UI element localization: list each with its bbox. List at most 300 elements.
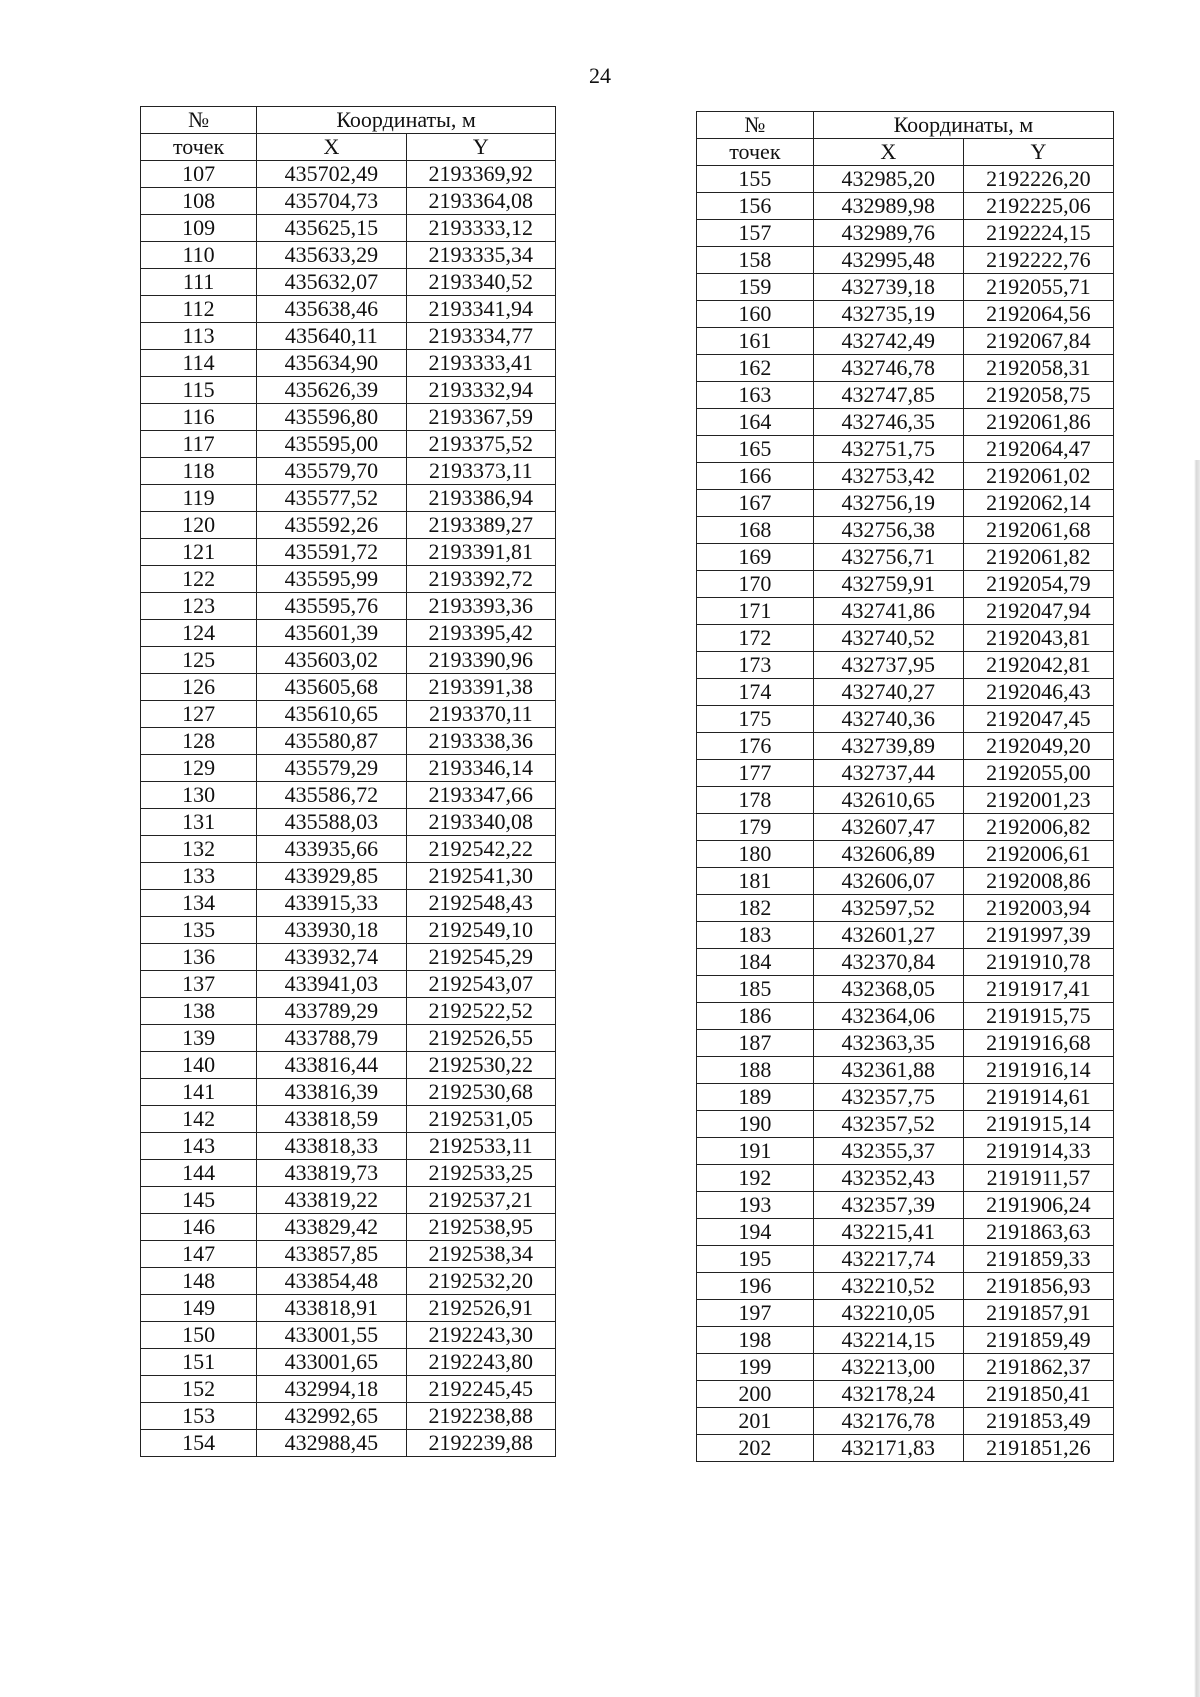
x-coordinate-cell: 433929,85	[257, 863, 406, 890]
x-coordinate-cell: 432176,78	[813, 1408, 963, 1435]
y-coordinate-cell: 2191859,33	[963, 1246, 1113, 1273]
x-coordinate-cell: 433789,29	[257, 998, 406, 1025]
y-coordinate-cell: 2191916,68	[963, 1030, 1113, 1057]
x-coordinate-cell: 432213,00	[813, 1354, 963, 1381]
y-coordinate-cell: 2193332,94	[406, 377, 555, 404]
table-row	[141, 1349, 556, 1376]
point-number-cell: 172	[697, 625, 814, 652]
x-coordinate-cell: 435625,15	[257, 215, 406, 242]
y-coordinate-cell: 2191914,33	[963, 1138, 1113, 1165]
point-number-cell: 201	[697, 1408, 814, 1435]
point-number-cell: 142	[141, 1106, 257, 1133]
y-coordinate-cell: 2192243,30	[406, 1322, 555, 1349]
header-coordinates: Координаты, м	[257, 107, 556, 134]
table-row	[697, 1192, 1114, 1219]
x-coordinate-cell: 432210,05	[813, 1300, 963, 1327]
table-row	[141, 998, 556, 1025]
y-coordinate-cell: 2192222,76	[963, 247, 1113, 274]
table-row	[141, 431, 556, 458]
x-coordinate-cell: 435603,02	[257, 647, 406, 674]
x-coordinate-cell: 433001,55	[257, 1322, 406, 1349]
y-coordinate-cell: 2192537,21	[406, 1187, 555, 1214]
x-coordinate-cell: 432357,75	[813, 1084, 963, 1111]
table-row	[697, 787, 1114, 814]
point-number-cell: 151	[141, 1349, 257, 1376]
table-row	[141, 1214, 556, 1241]
y-coordinate-cell: 2192058,75	[963, 382, 1113, 409]
point-number-cell: 129	[141, 755, 257, 782]
y-coordinate-cell: 2193340,08	[406, 809, 555, 836]
x-coordinate-cell: 432364,06	[813, 1003, 963, 1030]
header-x: X	[257, 134, 406, 161]
y-coordinate-cell: 2192226,20	[963, 166, 1113, 193]
x-coordinate-cell: 432746,35	[813, 409, 963, 436]
x-coordinate-cell: 432746,78	[813, 355, 963, 382]
table-row	[697, 922, 1114, 949]
y-coordinate-cell: 2191915,75	[963, 1003, 1113, 1030]
table-row	[141, 1376, 556, 1403]
y-coordinate-cell: 2193391,81	[406, 539, 555, 566]
table-row	[141, 404, 556, 431]
x-coordinate-cell: 432756,71	[813, 544, 963, 571]
point-number-cell: 145	[141, 1187, 257, 1214]
point-number-cell: 157	[697, 220, 814, 247]
y-coordinate-cell: 2192526,91	[406, 1295, 555, 1322]
point-number-cell: 187	[697, 1030, 814, 1057]
y-coordinate-cell: 2193395,42	[406, 620, 555, 647]
point-number-cell: 184	[697, 949, 814, 976]
table-row	[141, 566, 556, 593]
table-row	[697, 544, 1114, 571]
table-row	[697, 1381, 1114, 1408]
y-coordinate-cell: 2192046,43	[963, 679, 1113, 706]
x-coordinate-cell: 432759,91	[813, 571, 963, 598]
point-number-cell: 155	[697, 166, 814, 193]
header-x: X	[813, 139, 963, 166]
point-number-cell: 169	[697, 544, 814, 571]
x-coordinate-cell: 432606,07	[813, 868, 963, 895]
y-coordinate-cell: 2193389,27	[406, 512, 555, 539]
y-coordinate-cell: 2192042,81	[963, 652, 1113, 679]
y-coordinate-cell: 2193393,36	[406, 593, 555, 620]
table-row	[697, 1219, 1114, 1246]
point-number-cell: 119	[141, 485, 257, 512]
x-coordinate-cell: 432740,27	[813, 679, 963, 706]
y-coordinate-cell: 2193347,66	[406, 782, 555, 809]
table-row	[141, 1079, 556, 1106]
table-row	[697, 598, 1114, 625]
x-coordinate-cell: 433915,33	[257, 890, 406, 917]
y-coordinate-cell: 2192531,05	[406, 1106, 555, 1133]
y-coordinate-cell: 2191851,26	[963, 1435, 1113, 1462]
x-coordinate-cell: 435634,90	[257, 350, 406, 377]
x-coordinate-cell: 432357,52	[813, 1111, 963, 1138]
table-row	[141, 1133, 556, 1160]
table-row	[141, 620, 556, 647]
y-coordinate-cell: 2192064,47	[963, 436, 1113, 463]
x-coordinate-cell: 435592,26	[257, 512, 406, 539]
x-coordinate-cell: 432610,65	[813, 787, 963, 814]
y-coordinate-cell: 2192532,20	[406, 1268, 555, 1295]
point-number-cell: 115	[141, 377, 257, 404]
x-coordinate-cell: 432739,89	[813, 733, 963, 760]
point-number-cell: 162	[697, 355, 814, 382]
scan-edge-shadow	[1194, 460, 1200, 1697]
point-number-cell: 133	[141, 863, 257, 890]
point-number-cell: 137	[141, 971, 257, 998]
point-number-cell: 136	[141, 944, 257, 971]
table-row	[141, 1160, 556, 1187]
y-coordinate-cell: 2192064,56	[963, 301, 1113, 328]
point-number-cell: 110	[141, 242, 257, 269]
table-row	[697, 490, 1114, 517]
x-coordinate-cell: 433854,48	[257, 1268, 406, 1295]
point-number-cell: 166	[697, 463, 814, 490]
point-number-cell: 147	[141, 1241, 257, 1268]
table-row	[141, 890, 556, 917]
table-row	[697, 1165, 1114, 1192]
y-coordinate-cell: 2192062,14	[963, 490, 1113, 517]
y-coordinate-cell: 2193335,34	[406, 242, 555, 269]
point-number-cell: 182	[697, 895, 814, 922]
x-coordinate-cell: 432355,37	[813, 1138, 963, 1165]
point-number-cell: 164	[697, 409, 814, 436]
point-number-cell: 193	[697, 1192, 814, 1219]
table-row	[697, 1003, 1114, 1030]
y-coordinate-cell: 2192530,68	[406, 1079, 555, 1106]
table-row	[697, 247, 1114, 274]
point-number-cell: 131	[141, 809, 257, 836]
point-number-cell: 159	[697, 274, 814, 301]
x-coordinate-cell: 433818,33	[257, 1133, 406, 1160]
table-row	[697, 1354, 1114, 1381]
point-number-cell: 107	[141, 161, 257, 188]
table-row	[141, 1268, 556, 1295]
table-row	[141, 647, 556, 674]
y-coordinate-cell: 2191997,39	[963, 922, 1113, 949]
point-number-cell: 117	[141, 431, 257, 458]
y-coordinate-cell: 2193392,72	[406, 566, 555, 593]
point-number-cell: 143	[141, 1133, 257, 1160]
point-number-cell: 153	[141, 1403, 257, 1430]
point-number-cell: 141	[141, 1079, 257, 1106]
x-coordinate-cell: 432171,83	[813, 1435, 963, 1462]
x-coordinate-cell: 432747,85	[813, 382, 963, 409]
table-row	[697, 1057, 1114, 1084]
x-coordinate-cell: 435577,52	[257, 485, 406, 512]
x-coordinate-cell: 432607,47	[813, 814, 963, 841]
point-number-cell: 188	[697, 1057, 814, 1084]
table-row	[697, 517, 1114, 544]
point-number-cell: 198	[697, 1327, 814, 1354]
y-coordinate-cell: 2191917,41	[963, 976, 1113, 1003]
point-number-cell: 170	[697, 571, 814, 598]
y-coordinate-cell: 2192054,79	[963, 571, 1113, 598]
x-coordinate-cell: 433935,66	[257, 836, 406, 863]
point-number-cell: 202	[697, 1435, 814, 1462]
point-number-cell: 167	[697, 490, 814, 517]
table-row	[697, 1435, 1114, 1462]
y-coordinate-cell: 2192239,88	[406, 1430, 555, 1457]
x-coordinate-cell: 432597,52	[813, 895, 963, 922]
y-coordinate-cell: 2192548,43	[406, 890, 555, 917]
x-coordinate-cell: 435605,68	[257, 674, 406, 701]
y-coordinate-cell: 2193370,11	[406, 701, 555, 728]
y-coordinate-cell: 2193338,36	[406, 728, 555, 755]
table-row	[141, 1403, 556, 1430]
x-coordinate-cell: 432368,05	[813, 976, 963, 1003]
y-coordinate-cell: 2193340,52	[406, 269, 555, 296]
table-row	[141, 917, 556, 944]
y-coordinate-cell: 2193375,52	[406, 431, 555, 458]
table-row	[697, 355, 1114, 382]
point-number-cell: 116	[141, 404, 257, 431]
point-number-cell: 125	[141, 647, 257, 674]
table-row	[141, 215, 556, 242]
point-number-cell: 168	[697, 517, 814, 544]
table-row	[141, 809, 556, 836]
table-row	[141, 1430, 556, 1457]
coordinates-table-right	[696, 111, 1114, 1462]
y-coordinate-cell: 2191911,57	[963, 1165, 1113, 1192]
y-coordinate-cell: 2191859,49	[963, 1327, 1113, 1354]
x-coordinate-cell: 432361,88	[813, 1057, 963, 1084]
table-row	[141, 296, 556, 323]
point-number-cell: 176	[697, 733, 814, 760]
table-row	[141, 458, 556, 485]
x-coordinate-cell: 435626,39	[257, 377, 406, 404]
x-coordinate-cell: 435595,76	[257, 593, 406, 620]
y-coordinate-cell: 2191863,63	[963, 1219, 1113, 1246]
y-coordinate-cell: 2192245,45	[406, 1376, 555, 1403]
x-coordinate-cell: 433829,42	[257, 1214, 406, 1241]
point-number-cell: 152	[141, 1376, 257, 1403]
x-coordinate-cell: 432737,95	[813, 652, 963, 679]
x-coordinate-cell: 433816,44	[257, 1052, 406, 1079]
y-coordinate-cell: 2191916,14	[963, 1057, 1113, 1084]
table-row	[697, 1408, 1114, 1435]
table-row	[697, 571, 1114, 598]
table-row	[697, 976, 1114, 1003]
x-coordinate-cell: 432989,76	[813, 220, 963, 247]
x-coordinate-cell: 435638,46	[257, 296, 406, 323]
table-row	[141, 593, 556, 620]
table-row	[141, 728, 556, 755]
table-row	[141, 1025, 556, 1052]
y-coordinate-cell: 2192061,82	[963, 544, 1113, 571]
point-number-cell: 130	[141, 782, 257, 809]
point-number-cell: 128	[141, 728, 257, 755]
point-number-cell: 186	[697, 1003, 814, 1030]
table-row	[697, 814, 1114, 841]
point-number-cell: 175	[697, 706, 814, 733]
header-y: Y	[406, 134, 555, 161]
y-coordinate-cell: 2193367,59	[406, 404, 555, 431]
table-row	[697, 1327, 1114, 1354]
table-row	[697, 949, 1114, 976]
table-row	[141, 350, 556, 377]
y-coordinate-cell: 2192533,11	[406, 1133, 555, 1160]
x-coordinate-cell: 435633,29	[257, 242, 406, 269]
y-coordinate-cell: 2192530,22	[406, 1052, 555, 1079]
point-number-cell: 121	[141, 539, 257, 566]
point-number-cell: 158	[697, 247, 814, 274]
table-row	[697, 1246, 1114, 1273]
table-row	[697, 895, 1114, 922]
x-coordinate-cell: 433932,74	[257, 944, 406, 971]
y-coordinate-cell: 2192526,55	[406, 1025, 555, 1052]
point-number-cell: 192	[697, 1165, 814, 1192]
x-coordinate-cell: 432994,18	[257, 1376, 406, 1403]
point-number-cell: 178	[697, 787, 814, 814]
point-number-cell: 118	[141, 458, 257, 485]
point-number-cell: 150	[141, 1322, 257, 1349]
table-row	[141, 944, 556, 971]
header-points: точек	[141, 134, 257, 161]
point-number-cell: 177	[697, 760, 814, 787]
point-number-cell: 171	[697, 598, 814, 625]
point-number-cell: 194	[697, 1219, 814, 1246]
x-coordinate-cell: 435595,00	[257, 431, 406, 458]
point-number-cell: 112	[141, 296, 257, 323]
x-coordinate-cell: 432989,98	[813, 193, 963, 220]
point-number-cell: 127	[141, 701, 257, 728]
y-coordinate-cell: 2193333,12	[406, 215, 555, 242]
x-coordinate-cell: 432988,45	[257, 1430, 406, 1457]
table-row	[141, 188, 556, 215]
x-coordinate-cell: 432214,15	[813, 1327, 963, 1354]
point-number-cell: 200	[697, 1381, 814, 1408]
x-coordinate-cell: 432985,20	[813, 166, 963, 193]
point-number-cell: 123	[141, 593, 257, 620]
point-number-cell: 173	[697, 652, 814, 679]
table-row	[141, 1052, 556, 1079]
x-coordinate-cell: 432740,52	[813, 625, 963, 652]
x-coordinate-cell: 435702,49	[257, 161, 406, 188]
table-row	[141, 863, 556, 890]
table-row	[697, 328, 1114, 355]
y-coordinate-cell: 2192006,82	[963, 814, 1113, 841]
table-row	[141, 1187, 556, 1214]
point-number-cell: 189	[697, 1084, 814, 1111]
x-coordinate-cell: 435632,07	[257, 269, 406, 296]
y-coordinate-cell: 2192008,86	[963, 868, 1113, 895]
point-number-cell: 111	[141, 269, 257, 296]
x-coordinate-cell: 432215,41	[813, 1219, 963, 1246]
x-coordinate-cell: 432741,86	[813, 598, 963, 625]
y-coordinate-cell: 2192243,80	[406, 1349, 555, 1376]
x-coordinate-cell: 433941,03	[257, 971, 406, 998]
y-coordinate-cell: 2193386,94	[406, 485, 555, 512]
table-row	[141, 782, 556, 809]
table-row	[697, 1300, 1114, 1327]
point-number-cell: 197	[697, 1300, 814, 1327]
point-number-cell: 148	[141, 1268, 257, 1295]
y-coordinate-cell: 2192538,95	[406, 1214, 555, 1241]
y-coordinate-cell: 2192538,34	[406, 1241, 555, 1268]
y-coordinate-cell: 2192055,00	[963, 760, 1113, 787]
x-coordinate-cell: 433816,39	[257, 1079, 406, 1106]
table-row	[141, 377, 556, 404]
y-coordinate-cell: 2191853,49	[963, 1408, 1113, 1435]
table-row	[141, 755, 556, 782]
header-number-symbol: №	[141, 107, 257, 134]
point-number-cell: 135	[141, 917, 257, 944]
table-row	[697, 1111, 1114, 1138]
y-coordinate-cell: 2192225,06	[963, 193, 1113, 220]
x-coordinate-cell: 433818,91	[257, 1295, 406, 1322]
x-coordinate-cell: 432739,18	[813, 274, 963, 301]
x-coordinate-cell: 435704,73	[257, 188, 406, 215]
x-coordinate-cell: 433819,22	[257, 1187, 406, 1214]
table-row	[141, 971, 556, 998]
x-coordinate-cell: 435596,80	[257, 404, 406, 431]
y-coordinate-cell: 2192003,94	[963, 895, 1113, 922]
y-coordinate-cell: 2193341,94	[406, 296, 555, 323]
x-coordinate-cell: 432735,19	[813, 301, 963, 328]
point-number-cell: 144	[141, 1160, 257, 1187]
y-coordinate-cell: 2192061,68	[963, 517, 1113, 544]
point-number-cell: 183	[697, 922, 814, 949]
point-number-cell: 108	[141, 188, 257, 215]
point-number-cell: 179	[697, 814, 814, 841]
x-coordinate-cell: 432601,27	[813, 922, 963, 949]
table-row	[141, 161, 556, 188]
y-coordinate-cell: 2192058,31	[963, 355, 1113, 382]
y-coordinate-cell: 2192067,84	[963, 328, 1113, 355]
table-row	[697, 274, 1114, 301]
header-number-symbol: №	[697, 112, 814, 139]
y-coordinate-cell: 2192047,94	[963, 598, 1113, 625]
table-row	[141, 1295, 556, 1322]
x-coordinate-cell: 435591,72	[257, 539, 406, 566]
table-row	[697, 652, 1114, 679]
point-number-cell: 181	[697, 868, 814, 895]
point-number-cell: 114	[141, 350, 257, 377]
x-coordinate-cell: 435580,87	[257, 728, 406, 755]
y-coordinate-cell: 2191906,24	[963, 1192, 1113, 1219]
y-coordinate-cell: 2193390,96	[406, 647, 555, 674]
y-coordinate-cell: 2191857,91	[963, 1300, 1113, 1327]
point-number-cell: 122	[141, 566, 257, 593]
y-coordinate-cell: 2192006,61	[963, 841, 1113, 868]
point-number-cell: 134	[141, 890, 257, 917]
y-coordinate-cell: 2191850,41	[963, 1381, 1113, 1408]
table-row	[141, 1241, 556, 1268]
point-number-cell: 156	[697, 193, 814, 220]
x-coordinate-cell: 432352,43	[813, 1165, 963, 1192]
table-body-left	[141, 161, 556, 1457]
table-row	[697, 463, 1114, 490]
y-coordinate-cell: 2192055,71	[963, 274, 1113, 301]
point-number-cell: 161	[697, 328, 814, 355]
x-coordinate-cell: 432178,24	[813, 1381, 963, 1408]
point-number-cell: 165	[697, 436, 814, 463]
point-number-cell: 199	[697, 1354, 814, 1381]
y-coordinate-cell: 2191915,14	[963, 1111, 1113, 1138]
table-row	[697, 193, 1114, 220]
point-number-cell: 185	[697, 976, 814, 1003]
x-coordinate-cell: 433001,65	[257, 1349, 406, 1376]
x-coordinate-cell: 435586,72	[257, 782, 406, 809]
table-row	[697, 166, 1114, 193]
y-coordinate-cell: 2192061,02	[963, 463, 1113, 490]
point-number-cell: 191	[697, 1138, 814, 1165]
header-points: точек	[697, 139, 814, 166]
table-row	[697, 1084, 1114, 1111]
y-coordinate-cell: 2193369,92	[406, 161, 555, 188]
y-coordinate-cell: 2192049,20	[963, 733, 1113, 760]
